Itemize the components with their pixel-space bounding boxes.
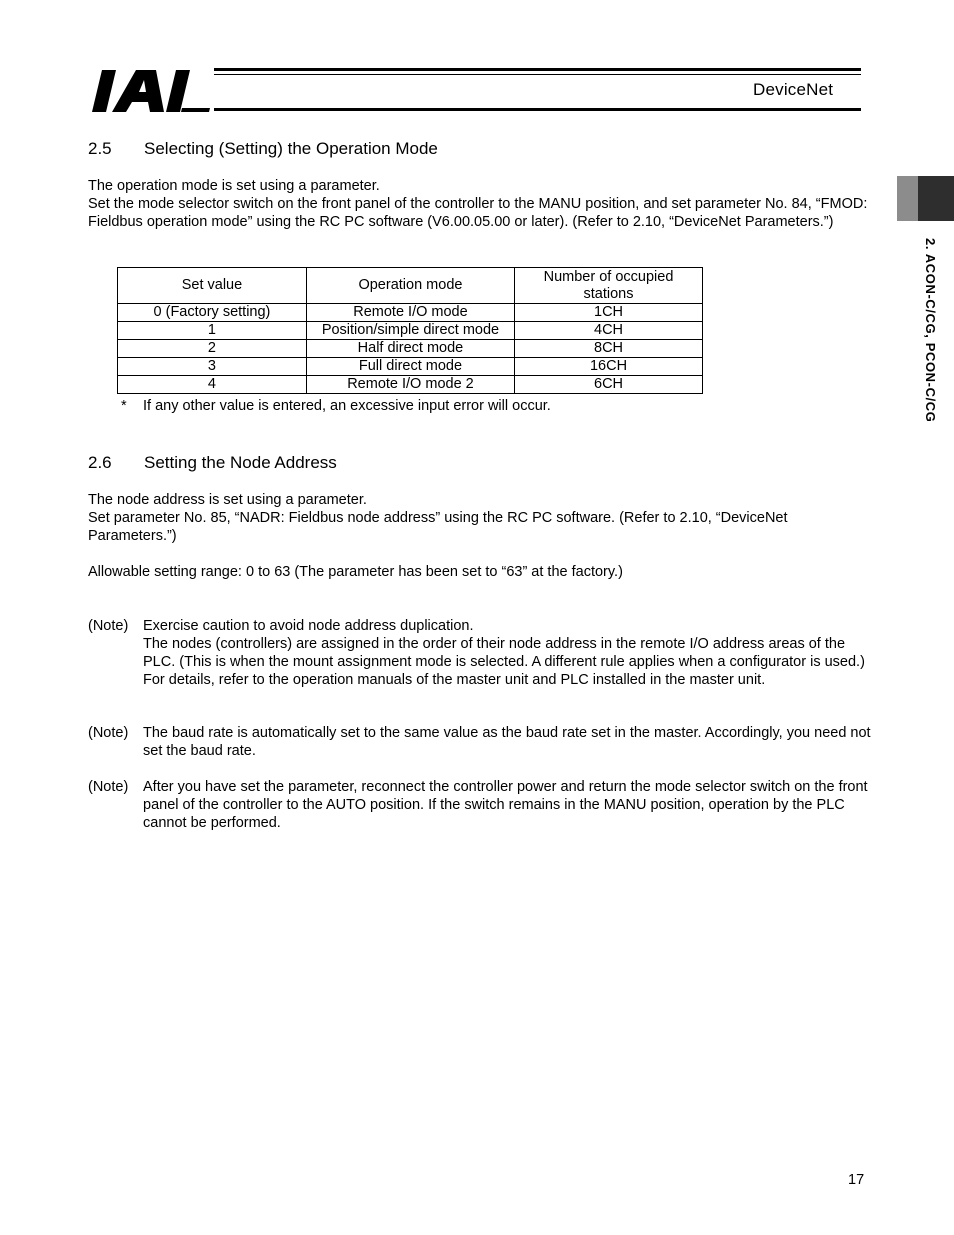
table-cell: 2: [118, 340, 307, 358]
table-header-row: [118, 268, 703, 304]
section-title: Setting the Node Address: [144, 453, 337, 472]
table-cell: 1CH: [515, 304, 703, 322]
chapter-tab-marker: [897, 176, 918, 221]
chapter-side-label: 2. ACON-C/CG, PCON-C/CG: [923, 238, 938, 423]
table-row: [118, 322, 703, 340]
note-line: Exercise caution to avoid node address duplication.: [143, 618, 474, 634]
table-cell: Position/simple direct mode: [306, 322, 514, 340]
table-cell: Remote I/O mode: [306, 304, 514, 322]
iai-logo: [92, 68, 210, 114]
table-cell: 3: [118, 358, 307, 376]
section-heading-2-6: [88, 453, 337, 473]
table-cell: Full direct mode: [306, 358, 514, 376]
table-cell: 4: [118, 376, 307, 394]
paragraph: The node address is set using a parameter.: [88, 492, 367, 508]
header-title: DeviceNet: [753, 80, 834, 99]
note-block: [88, 617, 878, 689]
table-cell: 1: [118, 322, 307, 340]
note-tag: (Note): [88, 618, 129, 634]
table-row: [118, 358, 703, 376]
section-number: 2.6: [88, 453, 112, 472]
table-cell: Remote I/O mode 2: [306, 376, 514, 394]
section-2-6-body: [88, 491, 878, 545]
chapter-tab-block: [918, 176, 954, 221]
section-title: Selecting (Setting) the Operation Mode: [144, 139, 438, 158]
footnote-mark: *: [121, 398, 127, 414]
setting-range: Allowable setting range: 0 to 63 (The parameter has been set to “63” at the factory.): [88, 564, 623, 580]
section-2-5-body: [88, 177, 878, 231]
note-tag: (Note): [88, 725, 129, 741]
table-row: [118, 340, 703, 358]
note-line: After you have set the parameter, reconnect the controller power and return the mode selector switch on the front panel of the controller to the AUTO position. If the switch remains in the MANU position, operation by the PLC cannot be performed.: [143, 779, 868, 831]
note-line: The nodes (controllers) are assigned in the order of their node address in the remote I/O address areas of the PLC. (This is when the mount assignment mode is selected. A different rule applies when a configurator is used.): [143, 636, 865, 670]
column-header: Number of occupied stations: [515, 268, 703, 304]
table-cell: 8CH: [515, 340, 703, 358]
paragraph: The operation mode is set using a parameter.: [88, 178, 380, 194]
footnote-text: If any other value is entered, an excessive input error will occur.: [143, 398, 551, 414]
operation-mode-table: [117, 267, 703, 394]
table-footnote: [121, 398, 551, 414]
page-number: 17: [848, 1172, 865, 1188]
paragraph: Set parameter No. 85, “NADR: Fieldbus node address” using the RC PC software. (Refer to 2.10, “DeviceNet Parameters.”): [88, 510, 788, 544]
table-cell: Half direct mode: [306, 340, 514, 358]
note-block: [88, 724, 878, 760]
table-cell: 16CH: [515, 358, 703, 376]
section-heading-2-5: [88, 139, 438, 159]
table-cell: 4CH: [515, 322, 703, 340]
note-line: For details, refer to the operation manuals of the master unit and PLC installed in the master unit.: [143, 672, 766, 688]
note-line: The baud rate is automatically set to the same value as the baud rate set in the master. Accordingly, you need not set the baud rate.: [143, 725, 871, 759]
note-tag: (Note): [88, 779, 129, 795]
section-number: 2.5: [88, 139, 112, 158]
column-header: Set value: [118, 268, 307, 304]
table-cell: 0 (Factory setting): [118, 304, 307, 322]
note-block: [88, 778, 878, 832]
table-cell: 6CH: [515, 376, 703, 394]
table-row: [118, 376, 703, 394]
paragraph: Set the mode selector switch on the front panel of the controller to the MANU position, and set parameter No. 84, “FMOD: Fieldbus operation mode” using the RC PC software (V6.00.05.00 or later). (Refer to 2.10, “DeviceNet Parameters.”): [88, 196, 868, 230]
table-row: [118, 304, 703, 322]
column-header: Operation mode: [306, 268, 514, 304]
